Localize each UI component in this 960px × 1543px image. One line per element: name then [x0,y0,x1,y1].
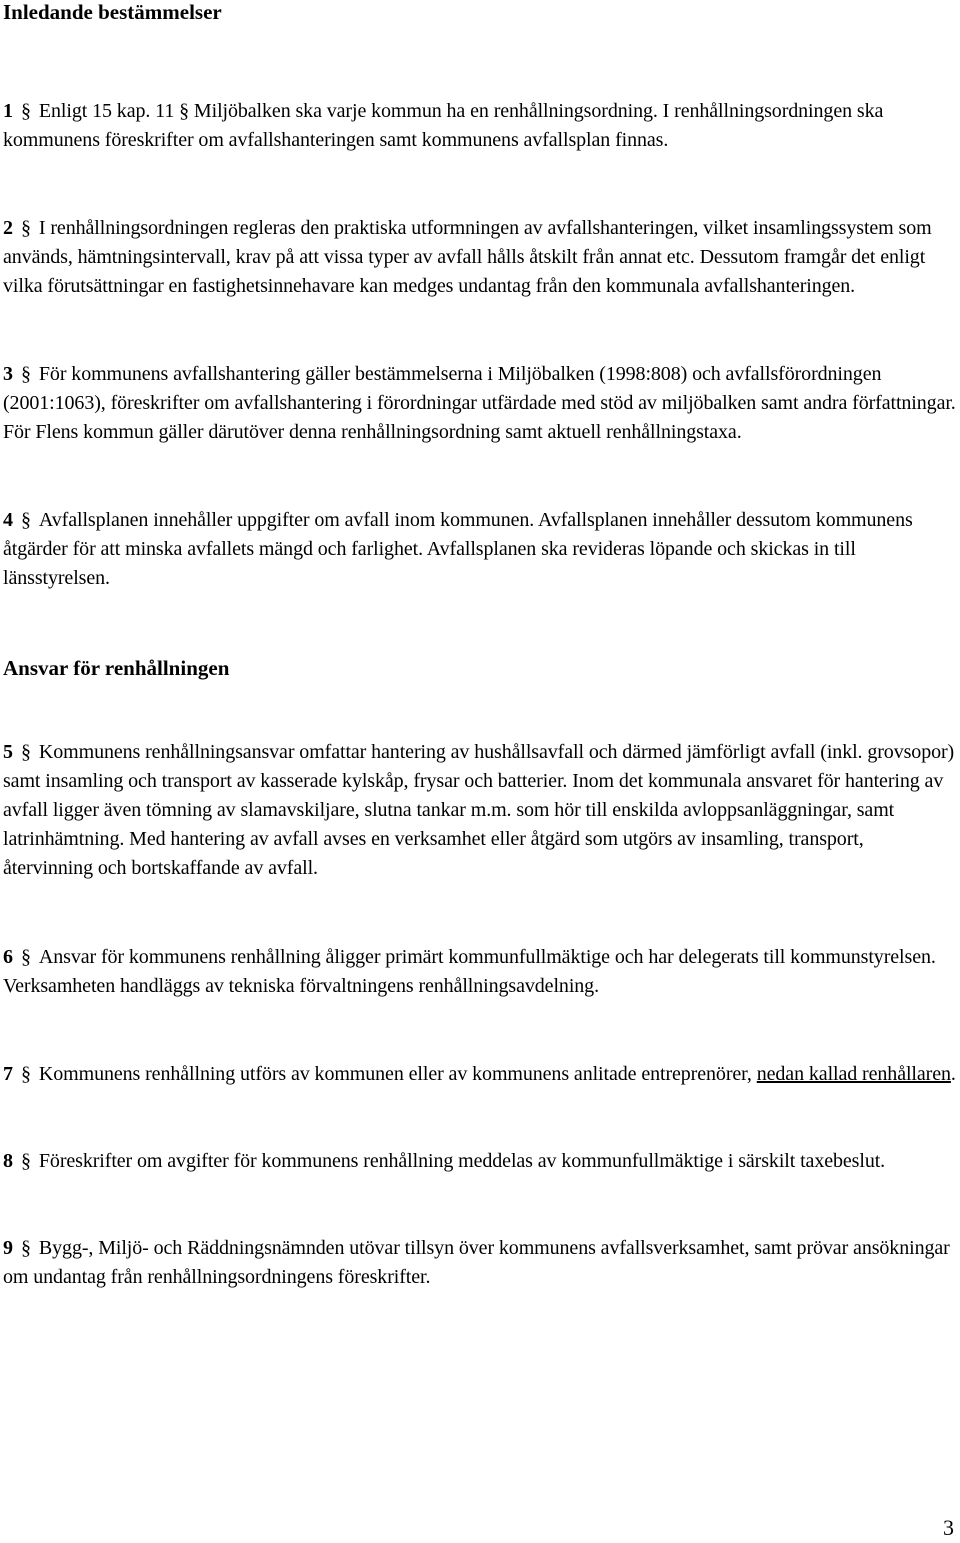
section-sign: § [20,100,31,122]
paragraph-number: 1 [3,100,13,122]
heading-intro: Inledande bestämmelser [3,0,222,24]
paragraph-5 [3,738,958,883]
paragraph-text: Bygg-, Miljö- och Räddningsnämnden utövar tillsyn över kommunens avfallsverksamhet, samt prövar ansökningar om undantag från renhållningsordningens föreskrifter. [3,1237,950,1288]
paragraph-number: 2 [3,217,13,239]
section-sign: § [20,741,31,763]
paragraph-8 [3,1147,958,1176]
section-sign: § [20,217,31,239]
paragraph-number: 7 [3,1063,13,1085]
section-sign: § [20,1063,31,1085]
paragraph-9 [3,1234,958,1292]
section-sign: § [20,1150,31,1172]
paragraph-number: 3 [3,363,13,385]
paragraph-tail: . [950,1063,956,1085]
paragraph-4 [3,506,958,593]
heading-responsibility: Ansvar för renhållningen [3,656,230,680]
paragraph-text: För kommunens avfallshantering gäller bestämmelserna i Miljöbalken (1998:808) och avfallsförordningen (2001:1063), föreskrifter om avfallshantering i förordningar utfärdade med stöd av miljöbalken samt andra författningar. För Flens kommun gäller därutöver denna renhållningsordning samt aktuell renhållningstaxa. [3,363,956,443]
paragraph-number: 4 [3,509,13,531]
section-sign: § [20,946,31,968]
paragraph-6 [3,943,958,1001]
paragraph-number: 9 [3,1237,13,1259]
section-sign: § [20,1237,31,1259]
paragraph-number: 8 [3,1150,13,1172]
paragraph-text: Kommunens renhållning utförs av kommunen eller av kommunens anlitade entreprenörer, [38,1063,752,1085]
section-sign: § [20,509,31,531]
paragraph-text: Kommunens renhållningsansvar omfattar hantering av hushållsavfall och därmed jämförligt avfall (inkl. grovsopor) samt insamling och transport av kasserade kylskåp, frysar och batterier. Inom det kommunala ansvaret för hantering av avfall ligger även tömning av slamavskiljare, slutna tankar m.m. som hör till enskilda avloppsanläggningar, samt latrinhämtning. Med hantering av avfall avses en verksamhet eller åtgärd som utgörs av insamling, transport, återvinning och bortskaffande av avfall. [3,741,955,879]
page-number: 3 [943,1515,954,1540]
paragraph-text: Avfallsplanen innehåller uppgifter om avfall inom kommunen. Avfallsplanen innehåller dessutom kommunens åtgärder för att minska avfallets mängd och farlighet. Avfallsplanen ska revideras löpande och skickas in till länsstyrelsen. [3,509,913,589]
paragraph-7 [3,1060,958,1089]
underlined-phrase: nedan kallad renhållaren [756,1063,951,1085]
paragraph-number: 6 [3,946,13,968]
paragraph-2 [3,214,958,301]
paragraph-3 [3,360,958,447]
paragraph-number: 5 [3,741,13,763]
paragraph-text: Ansvar för kommunens renhållning åligger primärt kommunfullmäktige och har delegerats till kommunstyrelsen. Verksamheten handläggs av tekniska förvaltningens renhållningsavdelning. [3,946,936,997]
paragraph-1 [3,97,958,155]
paragraph-text: Enligt 15 kap. 11 § Miljöbalken ska varje kommun ha en renhållningsordning. I renhållningsordningen ska kommunens föreskrifter om avfallshanteringen samt kommunens avfallsplan finnas. [3,100,884,151]
section-sign: § [20,363,31,385]
paragraph-text: Föreskrifter om avgifter för kommunens renhållning meddelas av kommunfullmäktige i särskilt taxebeslut. [38,1150,886,1172]
paragraph-text: I renhållningsordningen regleras den praktiska utformningen av avfallshanteringen, vilket insamlingssystem som används, hämtningsintervall, krav på att vissa typer av avfall hålls åtskilt från annat etc. Dessutom framgår det enligt vilka förutsättningar en fastighetsinnehavare kan medges undantag från den kommunala avfallshanteringen. [3,217,932,297]
